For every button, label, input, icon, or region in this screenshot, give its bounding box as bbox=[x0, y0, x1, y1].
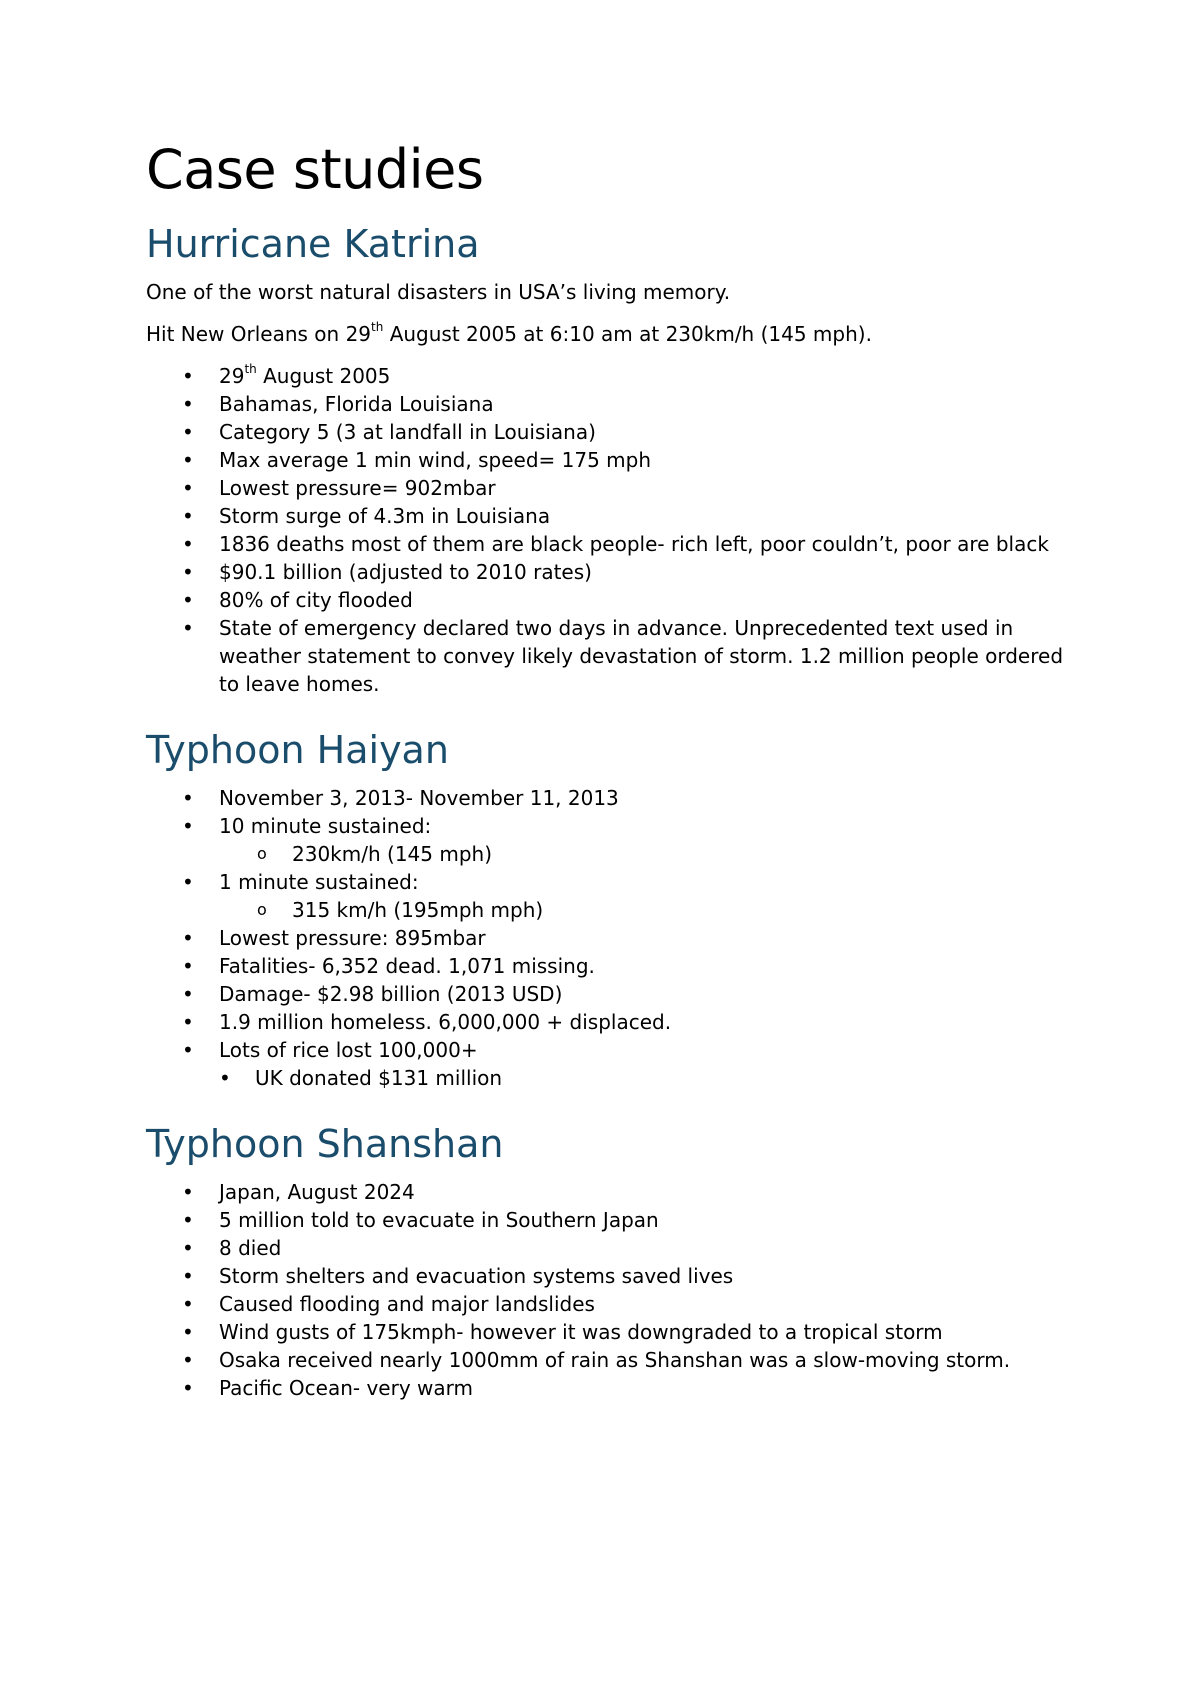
bullet-icon: • bbox=[182, 870, 194, 894]
sub-list bbox=[219, 896, 1066, 924]
superscript: th bbox=[244, 362, 257, 377]
document-title: Case studies bbox=[146, 138, 484, 201]
list-item-text: 10 minute sustained: bbox=[219, 814, 432, 838]
list-item-text: Lowest pressure: 895mbar bbox=[219, 926, 486, 950]
list-item bbox=[146, 614, 1066, 698]
list-item-text: 1.9 million homeless. 6,000,000 + displaced. bbox=[219, 1010, 672, 1034]
bullet-icon: • bbox=[182, 1010, 194, 1034]
bullet-icon: • bbox=[219, 1066, 231, 1090]
text: Hit New Orleans on 29 bbox=[146, 322, 372, 346]
list-item bbox=[146, 1008, 1066, 1036]
bullet-icon: • bbox=[182, 1292, 194, 1316]
section-typhoon-haiyan bbox=[146, 728, 1066, 1092]
list-item-text: Damage- $2.98 billion (2013 USD) bbox=[219, 982, 563, 1006]
hollow-bullet-icon: o bbox=[257, 844, 267, 863]
list-item bbox=[146, 558, 1066, 586]
list-item-text: Category 5 (3 at landfall in Louisiana) bbox=[219, 420, 596, 444]
list-item bbox=[146, 784, 1066, 812]
bullet-icon: • bbox=[182, 476, 194, 500]
list-item-text: Storm surge of 4.3m in Louisiana bbox=[219, 504, 551, 528]
list-item-text: 1 minute sustained: bbox=[219, 870, 419, 894]
text: 29 bbox=[219, 364, 245, 388]
list-item bbox=[146, 868, 1066, 924]
list-item-text: Bahamas, Florida Louisiana bbox=[219, 392, 494, 416]
list-item bbox=[146, 1374, 1066, 1402]
bullet-icon: • bbox=[182, 814, 194, 838]
bullet-icon: • bbox=[182, 926, 194, 950]
list-item-text: State of emergency declared two days in advance. Unprecedented text used in weather statement to convey likely devastation of storm. 1.2 million people ordered to leave homes. bbox=[219, 616, 1064, 696]
bullet-icon: • bbox=[182, 1320, 194, 1344]
text: August 2005 at 6:10 am at 230km/h (145 mph). bbox=[383, 322, 872, 346]
sub-list-item bbox=[219, 896, 1066, 924]
bullet-list bbox=[146, 1178, 1066, 1402]
bullet-icon: • bbox=[182, 786, 194, 810]
sub-list bbox=[219, 1064, 1066, 1092]
bullet-icon: • bbox=[182, 532, 194, 556]
list-item bbox=[146, 474, 1066, 502]
section-heading: Typhoon Haiyan bbox=[146, 728, 449, 772]
bullet-icon: • bbox=[182, 1038, 194, 1062]
list-item bbox=[146, 362, 1066, 390]
sub-list-item bbox=[219, 1064, 1066, 1092]
list-item-text: UK donated $131 million bbox=[255, 1066, 503, 1090]
list-item bbox=[146, 502, 1066, 530]
bullet-icon: • bbox=[182, 364, 194, 388]
bullet-icon: • bbox=[182, 448, 194, 472]
bullet-icon: • bbox=[182, 588, 194, 612]
list-item-text: Caused flooding and major landslides bbox=[219, 1292, 595, 1316]
list-item-text: Japan, August 2024 bbox=[219, 1180, 415, 1204]
list-item bbox=[146, 390, 1066, 418]
superscript: th bbox=[371, 320, 384, 335]
bullet-icon: • bbox=[182, 954, 194, 978]
bullet-list bbox=[146, 362, 1066, 698]
list-item-text: 230km/h (145 mph) bbox=[292, 842, 492, 866]
sub-list bbox=[219, 840, 1066, 868]
bullet-icon: • bbox=[182, 1180, 194, 1204]
text: August 2005 bbox=[256, 364, 391, 388]
bullet-icon: • bbox=[182, 420, 194, 444]
list-item bbox=[146, 446, 1066, 474]
list-item-text: Wind gusts of 175kmph- however it was downgraded to a tropical storm bbox=[219, 1320, 943, 1344]
list-item-text: Lots of rice lost 100,000+ bbox=[219, 1038, 478, 1062]
hollow-bullet-icon: o bbox=[257, 900, 267, 919]
list-item bbox=[146, 1290, 1066, 1318]
bullet-list bbox=[146, 784, 1066, 1092]
list-item-text: Osaka received nearly 1000mm of rain as Shanshan was a slow-moving storm. bbox=[219, 1348, 1011, 1372]
section-heading: Hurricane Katrina bbox=[146, 222, 480, 266]
bullet-icon: • bbox=[182, 392, 194, 416]
list-item-text: 1836 deaths most of them are black people- rich left, poor couldn’t, poor are black bbox=[219, 532, 1049, 556]
list-item-text: 80% of city flooded bbox=[219, 588, 413, 612]
paragraph: One of the worst natural disasters in USA’s living memory. bbox=[146, 280, 731, 304]
bullet-icon: • bbox=[182, 1236, 194, 1260]
list-item bbox=[146, 418, 1066, 446]
list-item-text: Fatalities- 6,352 dead. 1,071 missing. bbox=[219, 954, 595, 978]
list-item-text: Max average 1 min wind, speed= 175 mph bbox=[219, 448, 652, 472]
list-item bbox=[146, 530, 1066, 558]
paragraph bbox=[146, 320, 1066, 348]
bullet-icon: • bbox=[182, 982, 194, 1006]
list-item bbox=[146, 812, 1066, 868]
list-item-text: $90.1 billion (adjusted to 2010 rates) bbox=[219, 560, 592, 584]
bullet-icon: • bbox=[182, 1208, 194, 1232]
list-item-text: Lowest pressure= 902mbar bbox=[219, 476, 496, 500]
list-item-text: 315 km/h (195mph mph) bbox=[292, 898, 544, 922]
section-typhoon-shanshan bbox=[146, 1122, 1066, 1402]
list-item bbox=[146, 1206, 1066, 1234]
list-item-text: 8 died bbox=[219, 1236, 282, 1260]
bullet-icon: • bbox=[182, 1348, 194, 1372]
list-item bbox=[146, 924, 1066, 952]
list-item bbox=[146, 586, 1066, 614]
list-item bbox=[146, 1318, 1066, 1346]
bullet-icon: • bbox=[182, 560, 194, 584]
bullet-icon: • bbox=[182, 504, 194, 528]
bullet-icon: • bbox=[182, 616, 194, 640]
list-item bbox=[146, 1036, 1066, 1092]
list-item-text: November 3, 2013- November 11, 2013 bbox=[219, 786, 619, 810]
list-item bbox=[146, 1234, 1066, 1262]
section-hurricane-katrina bbox=[146, 222, 1066, 698]
sub-list-item bbox=[219, 840, 1066, 868]
bullet-icon: • bbox=[182, 1264, 194, 1288]
list-item-text: Storm shelters and evacuation systems saved lives bbox=[219, 1264, 734, 1288]
section-heading: Typhoon Shanshan bbox=[146, 1122, 504, 1166]
bullet-icon: • bbox=[182, 1376, 194, 1400]
list-item bbox=[146, 1346, 1066, 1374]
list-item bbox=[146, 952, 1066, 980]
document-page bbox=[146, 140, 1066, 1432]
list-item bbox=[146, 1262, 1066, 1290]
list-item bbox=[146, 1178, 1066, 1206]
list-item-text: 5 million told to evacuate in Southern Japan bbox=[219, 1208, 659, 1232]
list-item-text: Pacific Ocean- very warm bbox=[219, 1376, 473, 1400]
list-item bbox=[146, 980, 1066, 1008]
